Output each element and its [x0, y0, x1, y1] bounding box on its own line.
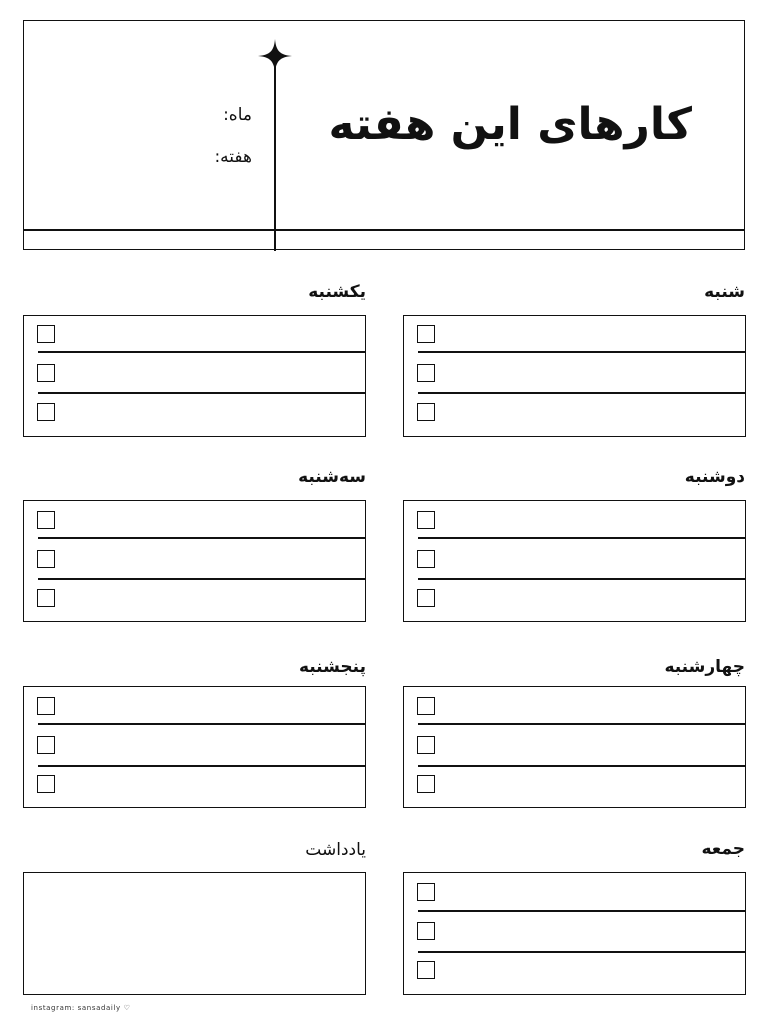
- row-divider: [418, 951, 745, 953]
- task-checkbox[interactable]: [37, 511, 55, 529]
- task-checkbox[interactable]: [417, 550, 435, 568]
- task-checkbox[interactable]: [37, 775, 55, 793]
- task-checkbox[interactable]: [417, 961, 435, 979]
- day-box-saturday: [403, 315, 746, 437]
- task-checkbox[interactable]: [417, 883, 435, 901]
- row-divider: [418, 765, 745, 767]
- header-vertical-divider: [274, 61, 276, 251]
- day-title-thursday: پنجشنبه: [298, 657, 366, 677]
- day-box-sunday: [23, 315, 366, 437]
- task-checkbox[interactable]: [417, 364, 435, 382]
- row-divider: [38, 723, 365, 725]
- day-title-friday: جمعه: [701, 839, 745, 859]
- day-title-saturday: شنبه: [704, 282, 745, 302]
- task-checkbox[interactable]: [37, 736, 55, 754]
- task-checkbox[interactable]: [417, 697, 435, 715]
- task-checkbox[interactable]: [37, 403, 55, 421]
- task-checkbox[interactable]: [37, 589, 55, 607]
- row-divider: [418, 723, 745, 725]
- row-divider: [38, 351, 365, 353]
- row-divider: [38, 392, 365, 394]
- task-checkbox[interactable]: [37, 364, 55, 382]
- day-box-friday: [403, 872, 746, 995]
- page-title: کارهای این هفته: [328, 99, 692, 150]
- notes-box[interactable]: [23, 872, 366, 995]
- task-checkbox[interactable]: [37, 697, 55, 715]
- row-divider: [38, 765, 365, 767]
- day-title-sunday: یکشنبه: [308, 282, 366, 302]
- row-divider: [418, 392, 745, 394]
- day-title-wednesday: چهارشنبه: [664, 657, 745, 677]
- header-horizontal-divider: [24, 229, 744, 231]
- day-title-tuesday: سه‌شنبه: [298, 467, 366, 487]
- task-checkbox[interactable]: [37, 325, 55, 343]
- day-box-wednesday: [403, 686, 746, 808]
- notes-title: یادداشت: [305, 840, 366, 860]
- day-box-thursday: [23, 686, 366, 808]
- month-label: ماه:: [223, 105, 252, 125]
- task-checkbox[interactable]: [417, 922, 435, 940]
- day-box-monday: [403, 500, 746, 622]
- four-point-star-icon: [258, 39, 292, 73]
- task-checkbox[interactable]: [37, 550, 55, 568]
- footer-credit: instagram: sansadaily ♡: [31, 1004, 131, 1012]
- task-checkbox[interactable]: [417, 511, 435, 529]
- task-checkbox[interactable]: [417, 403, 435, 421]
- row-divider: [418, 910, 745, 912]
- task-checkbox[interactable]: [417, 736, 435, 754]
- row-divider: [38, 537, 365, 539]
- row-divider: [38, 578, 365, 580]
- week-label: هفته:: [214, 147, 252, 167]
- day-title-monday: دوشنبه: [684, 467, 745, 487]
- task-checkbox[interactable]: [417, 325, 435, 343]
- row-divider: [418, 578, 745, 580]
- task-checkbox[interactable]: [417, 775, 435, 793]
- day-box-tuesday: [23, 500, 366, 622]
- row-divider: [418, 537, 745, 539]
- task-checkbox[interactable]: [417, 589, 435, 607]
- row-divider: [418, 351, 745, 353]
- header-box: [23, 20, 745, 250]
